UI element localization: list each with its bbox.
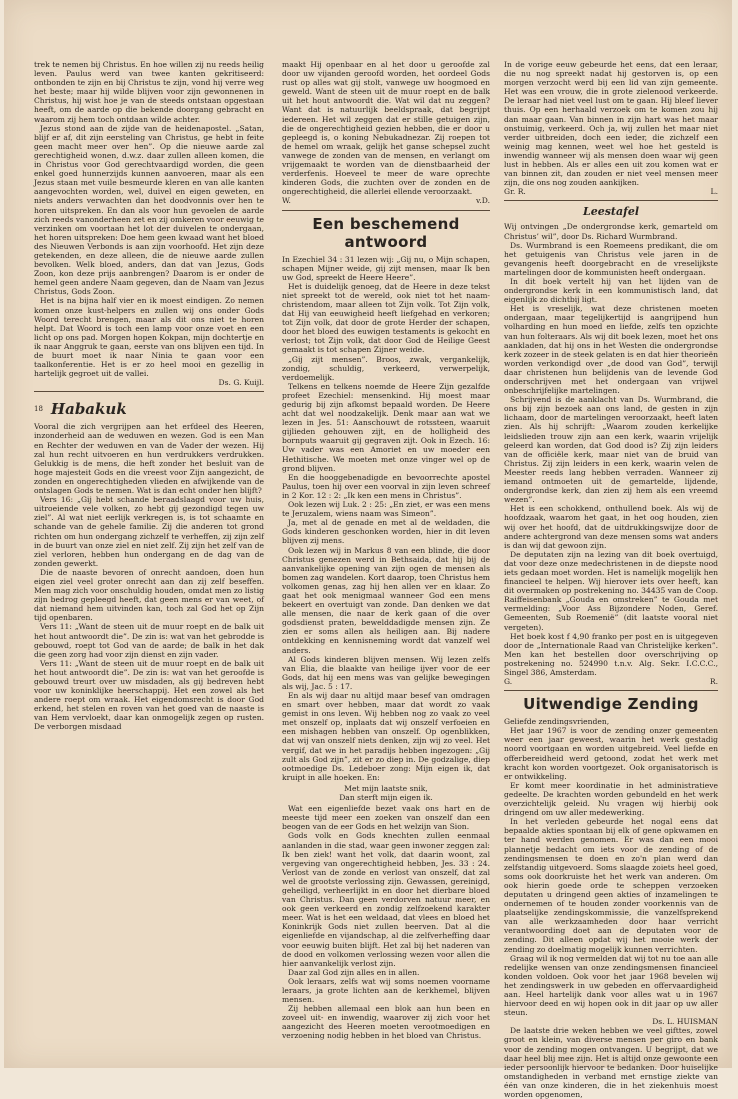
paragraph: Het is na bijna half vier en ik moest eindigen. Zo nemen komen onze kust-helpers en zullen wij ons onder Gods Woord terecht brengen, maar als dit ons niet te horen helpt. Dat Woord is toch een lamp voor onze voet en een licht op ons pad. Morgen hopen Kokpan, mijn dochtertje en ik naar Anggruk te gaan, eerste van ons blijven een tijd. In de buurt moet ik naar Ninia te gaan voor een taalkonferentie. Het is er zo heel mooi en gezellig in hartelijk gegroet uit de vallei. [34,296,264,379]
paragraph: Die de naaste bevoren of onrecht aandoen, doen hun eigen ziel veel groter onrecht aan dan zij zelf beseffen. Men mag zich voor onschuldig houden, omdat men zo listig zijn bedrog gepleegd heeft, dat geen mens er van weet, of dat niemand hem uitvinden kan, toch zal God het op Zijn tijd openbaren. [34,567,264,623]
paragraph: Ook lezen wij Luk. 2 : 25: „En ziet, er was een mens te Jeruzalem, wiens naam was Simeon”. [282,500,490,519]
article-title-habakuk: Habakuk [50,400,127,419]
paragraph: Het jaar 1967 is voor de zending onzer gemeenten weer een jaar geweest, waarin het werk gestadig noord voortgaan en worden uitgebreid. Veel liefde en offerbereidheid werd getoond, zodat het werk met kracht kon worden voortgezet. Ook organisatorisch is er ontwikkeling. [504,726,718,781]
signature: Ds. G. Kuijl. [218,378,264,388]
paragraph: Het boek kost f 4,90 franko per post en is uitgegeven door de „Internationale Raad van Christelijke kerken”. Men kan het bestellen door overschrijving op postrekening no. 524990 t.n.v. Alg. Sekr. I.C.C.C., Singel 386, Amsterdam. [504,631,718,677]
paragraph: maakt Hij openbaar en al het door u geroofde zal door uw vijanden geroofd worden, het oordeel Gods rust op alles wat gij stolt, vanwege uw hoogmoed en geweld. Want de steen uit de muur roept en de balk uit het hout antwoordt die. Wat wil dat nu zeggen? Want dat is natuurlijk beeldspraak, dat begrijpt iedereen. Het wil zeggen dat er stille getuigen zijn, die de ongerechtigheid gezien hebben, die er door u gepleegd is, o koning Nebukadnezar. Zij roepen tot de hemel om wraak, gelijk het ganse schepsel zucht vanwege de zonden van de mensen, en verlangt om vrijgemaakt te worden van de dienstbaarheid der verderfenis. Hoeveel te meer de ware oprechte kinderen Gods, die zuchten over de zonden en de ongerechtigheid, die allerlei ellende veroorzaakt. [282,60,490,197]
paragraph: Ook lezen wij in Markus 8 van een blinde, die door Christus genezen werd in Bethsaida, dat hij bij de aanvankelijke opening van zijn ogen de mensen als bomen zag wandelen. Kort daarop, toen Christus hem volkomen genas, zag hij hen allen ver en klaar. Zo gaat het ook menigmaal wanneer God een mens bekeert en overtuigt van zonde. Dan denken we dat alle mensen, die naar de kerk gaan of die over godsdienst praten, bewelddadigde mensen zijn. Ze zien er soms allen als heiligen aan. Bij nadere ontdekking en kennisneming wordt dat vanzelf wel anders. [282,545,491,655]
signature: Ds. L. HUISMAN [652,1017,718,1027]
column-right [504,60,718,1099]
paragraph: Er komt meer koordinatie in het administratieve gedeelte. De krachten worden gebundeld en het werk overzichtelijk geleid. Nu vragen wij hierbij ook dringend om uw aller medewerking. [504,780,718,818]
paragraph: Het is duidelijk genoeg, dat de Heere in deze tekst niet spreekt tot de wereld, ook niet tot het naam-christendom, maar alleen tot Zijn volk. Tot Zijn volk, dat Hij van eeuwigheid heeft liefgehad en verkoren; tot Zijn volk, dat door de grote Herder der schapen, door het bloed des euwigen testaments is gekocht en verlost; tot Zijn volk, dat door God de Heilige Geest gemaakt is tot schapen Zijner weide. [282,281,490,355]
paragraph: Zij hebben allemaal een blok aan hun been en zoveel uit- en inwendig, waarover zij zich voor het aangezicht des Heeren moeten verootmoedigen en verzoening nodig hebben in het bloed van Christus. [282,1004,490,1041]
paragraph: En die hooggebenadigde en bevoorrechte apostel Paulus, toen hij over een voorval in zijn leven schreef in 2 Kor. 12 : 2: „Ik ken een mens in Christus”. [282,472,490,500]
paragraph: Wat een eigenliefde bezet vaak ons hart en de meeste tijd meer een zoeken van onszelf dan een beogen van de eer Gods en het welzijn van Sion. [282,804,490,832]
paragraph: In de vorige eeuw gebeurde het eens, dat een leraar, die nu nog spreekt nadat hij gestorven is, op een morgen verzocht werd bij een lid van zijn gemeente. Het was een vrouw, die in grote zielenood verkeerde. De leraar had niet veel lust om te gaan. Hij bleef liever thuis. Op een herhaald verzoek om te komen zou hij dan maar gaan. Van binnen in zijn hart was het maar onstuimig, verkeerd. Och ja, wij zullen het maar niet verder uitbreiden, doch een ieder, die zichzelf een weinig mag kennen, weet wel hoe het gesteld is inwendig wanneer wij als mensen doen waar wij geen lust in hebben. Als er alles een uit zou komen wat er van binnen zit, dan zouden er niet veel mensen meer zijn, die ons nog zouden aankijken. [504,60,718,188]
paragraph: In het verleden gebeurde het nogal eens dat bepaalde akties spontaan bij elk of gene opkwamen en ter hand werden genomen. Er was dan een mooi plannetje bedacht om iets voor de zending of de zendingsmensen te doen en zo'n plan werd dan zelfstandig uitgevoerd. Soms slaagde zoiets heel goed, soms ook doorkruiste het het werk van anderen. Om ook hierin goede orde te scheppen verzoeken deputaten u dringend geen akties of inzamelingen te ondernemen of te houden zonder voorkennis van de plaatselijke zendingskommissie, die vanzelfsprekend van alle werkzaamheden door haar verricht verantwoording doet aan de deputaten voor de zending. Dit alleen opdat wij het mooie werk der zending zo doelmatig mogelijk kunnen verrichten. [504,817,718,954]
divider [504,690,718,691]
paragraph: „Gij zijt mensen”. Broos, zwak, vergankelijk, zondig, schuldig, verkeerd, verwerpelijk, verdoemelijk. [282,354,490,382]
paragraph: Het is een schokkend, onthullend boek. Als wij de hoofdzaak, waarom het gaat, in het oog houden, zien wij over het hoofd, dat de uitdrukkingswijze door de andere achtergrond van deze mensen soms wat anders is dan wij dat gewoon zijn. [504,504,718,550]
paragraph: De deputaten zijn na lezing van dit boek overtuigd, dat voor deze onze medechristenen in de diepste nood iets gedaan moet worden. Het is namelijk mogelijk hen financieel te helpen. Wij hierover iets over heeft, kan dit overmaken op postrekening no. 34435 van de Coop. Raiffeisenbank „Gouda en omstreken” te Gouda met vermelding: „Voor Ass Bijzondere Noden, Geref. Gemeenten, Sub Roemenië” (dit laatste vooral niet vergeten). [504,549,718,632]
signature: W. v.D. [282,196,490,206]
paragraph: Ds. Wurmbrand is een Roemeens predikant, die om het getuigenis van Christus vele jaren in de gevangenis heeft doorgebracht en de vreselijkste martelingen door de kommunisten heeft ondergaan. [504,240,718,277]
paragraph: Wij ontvingen „De ondergrondse kerk, gemarteld om Christus’ wil”, door Ds. Richard Wurmbrand. [504,222,718,241]
article-title-beschemend: Een beschemend antwoord [312,214,460,251]
paragraph: Schrijvend is de aanklacht van Ds. Wurmbrand, die ons bij zijn bezoek aan ons land, de gesten in zijn lichaam, door de martelingen veroorzaakt, heeft laten zien. Als hij schrijft: „Waarom zouden kerkelijke leidslieden trouw zijn aan een kerk, waarin vrijelijk geleerd kan worden, dat God dood is? Zij zijn leiders van de officiële kerk, maar niet van de bruid van Christus. Zij zijn leiders in een kerk, waarin velen de Meester reeds lang hebben verraden. Wanneer zij iemand ontmoeten uit de gemartelde, lijdende, ondergrondse kerk, dan zien zij hem als een vreemd wezen”. [504,395,718,505]
paragraph: trek te nemen bij Christus. En hoe willen zij nu reeds heilig leven. Paulus werd van twee kanten gekritiseerd: ontbonden te zijn en bij Christus te zijn, vond hij verre weg het beste; maar hij wilde blijven voor zijn gewonnenen in Christus, hij wist hoe je van de steeds ontstaan opgestaan heeft, om de aarde op die bekende doorgang gebracht en waarom zij hem toch ontdaan wilde achter. [34,60,264,124]
paragraph: Geliefde zendingsvrienden, [504,717,610,727]
column-left [34,60,264,1020]
divider [34,391,264,392]
paragraph: De laatste drie weken hebben we veel gifttes, zowel groot en klein, van diverse mensen per giro en bank voor de zending mogen ontvangen. U begrijpt, dat we daar heel blij mee zijn. Het is altijd onze gewoonte een ieder persoonlijk hiervoor te bedanken. Door huiselijke omstandigheden in verband met ernstige ziekte van één van onze kinderen, die in het ziekenhuis moest worden opgenomen, [504,1026,718,1099]
divider [282,210,490,211]
paragraph: En als wij daar nu altijd maar besef van omdragen en smart over hebben, maar dat wordt zo vaak gemist in ons leven. Wij hebben nog zo vaak zo veel met onszelf op, inplaats dat wij onszelf verfoeien en een mishagen hebben van onszelf. Op ogenblikken, dat wij van onszelf niets denken, zijn wij zo veel. Het vergif, dat we in het paradijs hebben ingezogen: „Gij zult als God zijn”, zit er zo diep in. De godzalige, diep ootmoedige Ds. Ledeboer zong: Mijn eigen ik, dat kruipt in alle hoeken. En: [282,691,490,782]
habakuk-header [34,396,264,422]
signature: Gr. R. L. [504,187,718,197]
paragraph: Vers 16: „Gij hebt schande beraadslaagd voor uw huis, uitroeiende vele volken, zo hebt gij gezondigd tegen uw ziel”. Al wat niet eerlijk verkregen is, is tot schaamte en schande van de gehele familie. Zij die anderen tot grond richten om hun ondergang zichzelf te verheffen, zij zijn zelf in de buurt van onze ziel en niet zelf. Zij zijn het zelf van de ziel verloren, hebben hun ondergang en de dag van de zonden gewerkt. [34,495,264,568]
paragraph: Vers 11: „Want de steen uit de muur roept en de balk uit het hout antwoordt die”. De zin is: wat van het geroofde is gebouwd treurt over uw misdaden, als gij bedreven hebt voor uw koninklijke heerschappij. Het een zowel als het andere roept om wraak. Het eigendomsrecht is door God erkend, het stelen en roven van het goed van de naaste is van Hem vervloekt, daar kan onmogelijk zegen op rusten. De verborgen misdaad [34,658,264,732]
paragraph: Het is vreselijk, wat deze christenen moeten ondergaan, maar tegelijkertijd is aangrijpend hun volharding en hun moed en liefde, zelfs ten opzichte van hun folteraars. Als wij dit boek lezen, moet het ons aankladen, dat hij ons in het Westen die ondergrondse kerk zozeer in de steek gelaten is en dat hier theorieën worden verkondigd over „de dood van God”, terwijl daar christenen hun belijdenis van de levende God onderschrijven met het ondergaan van vrijwel onbeschrijfelijke martelingen. [504,304,718,396]
column-middle [282,60,491,1041]
divider [504,200,718,201]
newspaper-page [4,0,732,1099]
article-title-zending: Uitwendige Zending [523,695,699,714]
paragraph: Jezus stond aan de zijde van de heidenapostel. „Satan, blijf er af, dit zijn eersteling van Christus, ge hebt in feite geen macht meer over hen”. Op die nieuwe aarde zal gerechtigheid wonen, d.w.z. daar zullen alleen komen, die in Christus voor God gerechtvaardigd worden, die geen enkel goed hunnerzijds kunnen aanvoeren, maar als een Jezus staan met vuile besmeurde kleren en van alle kanten aangevochten worden, wel, duivel en eigen geweten, en niets anders verwachten dan het doodvonnis over hen te horen uitspreken. En dan als voor hun gevoelen de aarde zich reeds vanonderheen zet en zij omkeren voor eeuwig te verzinken om voortaan het lot der duivelen te ondergaan, het horen uitspreken: Doe hem geen kwaad want het bloed des Nieuwen Verbonds is aan zijn voorhoofd. Het zijn deze getekenden, en deze alleen, die de nieuwe aarde zullen bevolken. Welk bloed, anders, dan dat van Jezus, Gods Zoon, kon deze prijs aanbrengen? Daarom is er onder de hemel geen andere Naam gegeven, dan de Naam van Jezus Christus, Gods Zoon. [34,123,264,297]
paragraph: Gods volk en Gods knechten zullen eenmaal aanlanden in die stad, waar geen inwoner zeggen zal: Ik ben ziek! want het volk, dat daarin woont, zal vergeving van ongerechtigheid hebben, Jes. 33 : 24. Verlost van de zonde en verlost van onszelf, dat zal wel de grootste verlossing zijn. Gewassen, gereinigd, geheiligd, verheerlijkt in en door het dierbare bloed van Christus. Dan geen verdorven natuur meer, en ook geen verkeerd en zondig zelfzoekend karakter meer. Wat is het een weldaad, dat vlees en bloed het Koninkrijk Gods niet zullen beerven. Dat al die eigenliefde en vijandschap, al die zelfverheffing daar voor eeuwig buiten blijft. Het zal bij het naderen van de dood en volkomen verlossing wezen voor allen die hier aanvankelijk verlost zijn. [282,831,490,968]
paragraph: Graag wil ik nog vermelden dat wij tot nu toe aan alle redelijke wensen van onze zendingsmensen financieel konden voldoen. Ook voor het jaar 1968 bevelen wij het zendingswerk in uw gebeden en offervaardigheid aan. Heel hartelijk dank voor alles wat u in 1967 hiervoor deed en wij hopen ook in dit jaar op uw aller steun. [504,953,718,1018]
signature: G. R. [504,677,718,687]
page-number: 18 [34,405,43,414]
paragraph: In Ezechiel 34 : 31 lezen wij: „Gij nu, o Mijn schapen, schapen Mijner weide, gij zijt mensen, maar Ik ben uw God, spreekt de Heere Heere”. [282,254,490,282]
paragraph: Vers 11: „Want de steen uit de muur roept en de balk uit het hout antwoordt die”. De zin is: wat van het gebrodde is gebouwd, roept tot God van de aarde; de balk in het dak die geen zorg had voor zijn dienst en zijn vader. [34,622,264,659]
paragraph: Al Gods kinderen blijven mensen. Wij lezen zelfs van Elia, die blaakte van heilige ijver voor de eer Gods, dat hij een mens was van gelijke bewegingen als wij, Jac. 5 : 17. [282,654,490,691]
paragraph: In dit boek vertelt hij van het lijden van de ondergrondse kerk in een kommunistisch land, dat eigenlijk zo dichtbij ligt. [504,276,718,305]
paragraph: Ook leraars, zelfs wat wij soms noemen voorname leraars, ja grote lichten aan de kerkhemel, blijven mensen. [282,976,490,1005]
paragraph: Vooral die zich vergrijpen aan het erfdeel des Heeren, inzonderheid aan de weduwen en wezen. God is een Man en Rechter der weduwen en van de Vader der wezen. Hij zal hun recht uitvoeren en hun verdrukkers verdrukken. Gelukkig is de mens, die heft zonder het besluit van de hoge majesteit Gods en die vreest voor Zijn aangezicht, de zonden en ongerechtigheden vlieden en afwijkende van de ontslagen Gods te nemen. Wat is dan echt onder hen blijft? [34,422,264,496]
paragraph: Daar zal God zijn alles en in allen. [288,967,420,977]
paragraph: Telkens en telkens noemde de Heere Zijn gezalfde profeet Ezechiel: mensenkind. Hij moest maar gedurig bij zijn afkomst bepaald worden. De Heere acht dat wel noodzakelijk. Denk maar aan wat we lezen in Jes. 51: Aanschouwt de rotssteen, waaruit gijlieden gehouwen zijt, en de holligheid des bornputs waaruit gij gegraven zijt. Ook in Ezech. 16: Uw vader was een Amoriet en uw moeder een Hethitische. We moeten met onze vinger wel op de grond blijven. [282,381,490,473]
paragraph: Ja, met al de genade en met al de weldaden, die Gods kinderen geschonken worden, hier in dit leven blijven zij mens. [282,518,490,546]
poem: Met mijn laatste snik, Dan sterft mijn eigen ik. [339,783,433,803]
article-title-leestafel: Leestafel [582,205,640,219]
